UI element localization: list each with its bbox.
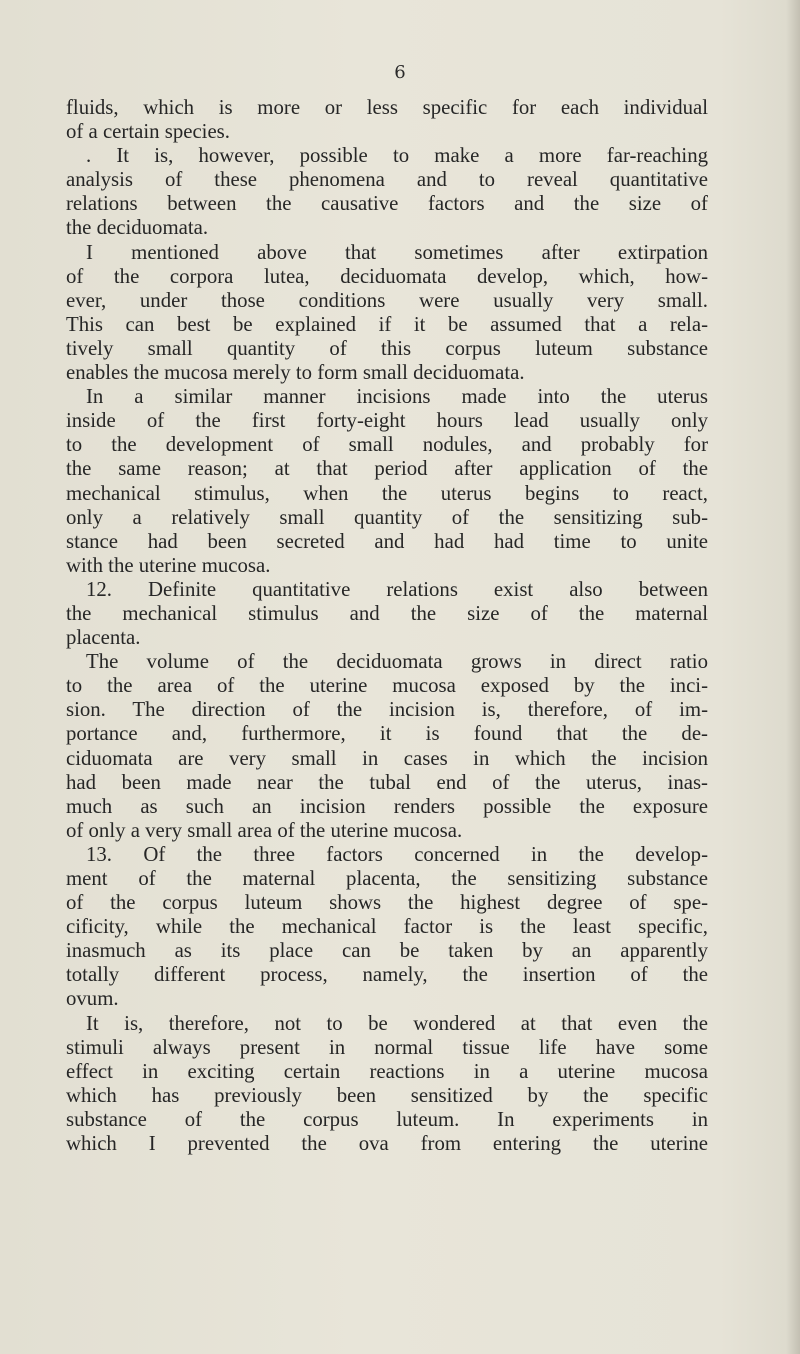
text-line: only a relatively small quantity of the sensitizing sub-: [66, 505, 708, 529]
text-line: The volume of the deciduomata grows in direct ratio: [86, 650, 708, 674]
text-line: the same reason; at that period after application of the: [66, 457, 708, 481]
text-line: It is, therefore, not to be wondered at that even the: [86, 1011, 708, 1035]
text-line: stance had been secreted and had had time to unite: [66, 529, 708, 553]
text-line: I mentioned above that sometimes after extirpation: [86, 240, 708, 264]
paragraph-7: [66, 843, 708, 867]
paragraph-4: [66, 385, 708, 409]
paragraph-5-cont: [66, 602, 708, 650]
paragraph-8: [66, 1012, 708, 1036]
paragraph-7-cont: [66, 867, 708, 1012]
text-line: In a similar manner incisions made into the uterus: [86, 385, 708, 409]
text-line: mechanical stimulus, when the uterus begins to react,: [66, 481, 708, 505]
text-line: portance and, furthermore, it is found that the de-: [66, 722, 708, 746]
text-line: inside of the first forty-eight hours lead usually only: [66, 409, 708, 433]
text-line: ever, under those conditions were usually very small.: [66, 288, 708, 312]
paragraph-5: [66, 578, 708, 602]
text-line: . It is, however, possible to make a more far-reaching: [86, 144, 708, 168]
text-line: ovum.: [66, 987, 119, 1011]
page-number: 6: [394, 62, 406, 83]
text-line: This can best be explained if it be assumed that a rela-: [66, 312, 708, 336]
text-line: analysis of these phenomena and to reveal quantitative: [66, 168, 708, 192]
paragraph-6: [66, 650, 708, 674]
text-line: which has previously been sensitized by the specific: [66, 1083, 708, 1107]
text-line: 13. Of the three factors concerned in the develop-: [86, 842, 708, 866]
text-line: stimuli always present in normal tissue life have some: [66, 1035, 708, 1059]
text-line: tively small quantity of this corpus luteum substance: [66, 336, 708, 360]
text-line: to the development of small nodules, and probably for: [66, 433, 708, 457]
text-line: fluids, which is more or less specific for each individual: [66, 96, 708, 119]
text-line: of the corpora lutea, deciduomata develop, which, how-: [66, 264, 708, 288]
text-line: cificity, while the mechanical factor is the least specific,: [66, 915, 708, 939]
text-line: the deciduomata.: [66, 216, 209, 240]
text-line: sion. The direction of the incision is, therefore, of im-: [66, 698, 708, 722]
text-line: substance of the corpus luteum. In experiments in: [66, 1107, 708, 1131]
paragraph-1: [66, 96, 708, 144]
paragraph-3: [66, 241, 708, 265]
text-line: placenta.: [66, 626, 141, 650]
text-line: with the uterine mucosa.: [66, 553, 271, 577]
paragraph-4-cont: [66, 409, 708, 578]
text-line: enables the mucosa merely to form small deciduomata.: [66, 361, 525, 385]
text-line: had been made near the tubal end of the uterus, inas-: [66, 770, 708, 794]
body-text: [66, 96, 708, 1156]
text-line: effect in exciting certain reactions in a uterine mucosa: [66, 1059, 708, 1083]
paragraph-2-cont: [66, 168, 708, 240]
paragraph-2: [66, 144, 708, 168]
text-line: ment of the maternal placenta, the sensitizing substance: [66, 867, 708, 890]
text-line: of a certain species.: [66, 120, 230, 144]
text-line: of the corpus luteum shows the highest degree of spe-: [66, 891, 708, 915]
paragraph-6-cont: [66, 674, 708, 843]
text-line: inasmuch as its place can be taken by an apparently: [66, 939, 708, 963]
page-edge-shadow: [786, 0, 800, 1354]
paragraph-8-cont: [66, 1036, 708, 1156]
text-line: which I prevented the ova from entering the uterine: [66, 1132, 708, 1156]
text-line: of only a very small area of the uterine mucosa.: [66, 818, 463, 842]
text-line: to the area of the uterine mucosa exposed by the inci-: [66, 674, 708, 698]
text-line: the mechanical stimulus and the size of the maternal: [66, 601, 708, 625]
text-line: much as such an incision renders possible the exposure: [66, 794, 708, 818]
text-line: ciduomata are very small in cases in which the incision: [66, 746, 708, 770]
text-line: totally different process, namely, the insertion of the: [66, 963, 708, 987]
text-line: relations between the causative factors and the size of: [66, 192, 708, 216]
paragraph-3-cont: [66, 265, 708, 385]
text-line: 12. Definite quantitative relations exist also between: [86, 577, 708, 601]
